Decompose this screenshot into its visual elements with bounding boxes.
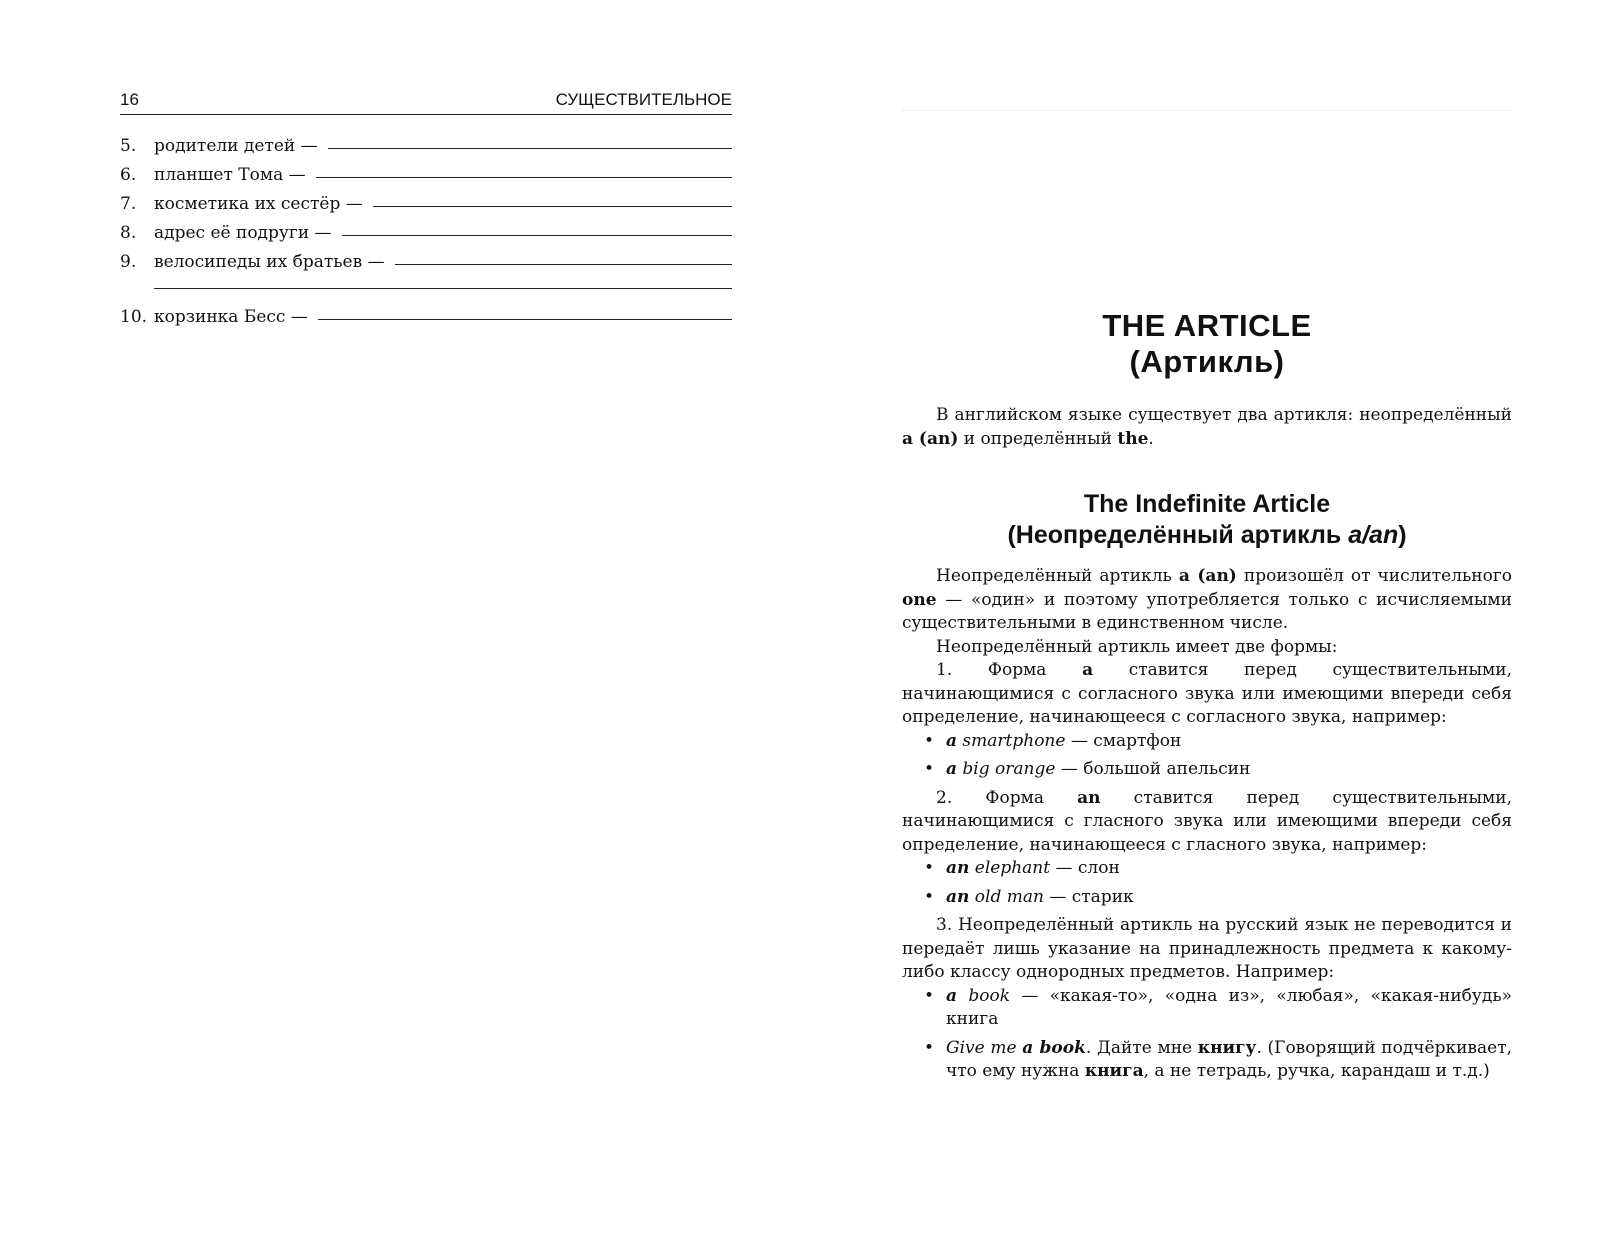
exercise-number: 6.	[120, 165, 137, 185]
example-item: • an old man — старик	[924, 886, 1134, 907]
section-title: The Indefinite Article	[1083, 490, 1331, 518]
exercise-text: планшет Тома —	[154, 165, 306, 185]
paragraph-forms: Неопределённый артикль имеет две формы:	[936, 636, 1338, 657]
exercise-text: велосипеды их братьев —	[154, 252, 385, 272]
running-head	[120, 84, 732, 115]
paragraph-form-a: 1. Форма a ставится перед существительными, начинающимися с согласного звука или имеющими впереди себя определение, начинающееся с согласного звука, например:	[902, 660, 1512, 727]
intro-paragraph: В английском языке существует два артикля: неопределённый a (an) и определённый the.	[902, 405, 1512, 449]
answer-blank-line[interactable]	[395, 264, 732, 265]
exercise-text: корзинка Бесс —	[154, 307, 308, 327]
answer-blank-line[interactable]	[373, 206, 732, 207]
right-page	[902, 110, 1512, 1089]
chapter-title: THE ARTICLE	[1102, 308, 1312, 343]
answer-blank-line[interactable]	[328, 148, 732, 149]
example-item: • Give me a book. Дайте мне книгу. (Говорящий подчёркивает, что ему нужна книга, а не тетрадь, ручка, карандаш и т.д.)	[924, 1037, 1513, 1081]
exercise-item	[120, 127, 732, 156]
section-title-ru: (Неопределённый артикль a/an)	[1007, 521, 1407, 549]
exercise-number: 9.	[120, 252, 137, 272]
paragraph-translation: 3. Неопределённый артикль на русский язык не переводится и передаёт лишь указание на принадлежность предмета к какому-либо классу однородных предметов. Например:	[902, 915, 1512, 982]
exercise-list	[120, 127, 732, 327]
exercise-item	[120, 243, 732, 272]
answer-blank-line-continuation[interactable]	[154, 288, 732, 289]
exercise-number: 8.	[120, 223, 137, 243]
exercise-item	[120, 296, 732, 327]
answer-blank-line[interactable]	[316, 177, 732, 178]
exercise-number: 5.	[120, 136, 137, 156]
exercise-text: родители детей —	[154, 136, 318, 156]
left-page	[120, 84, 732, 327]
exercise-item	[120, 156, 732, 185]
example-item: • an elephant — слон	[924, 858, 1120, 878]
exercise-item	[120, 185, 732, 214]
answer-blank-line[interactable]	[342, 235, 732, 236]
example-item: • a book — «какая-то», «одна из», «любая», «какая-нибудь» книга	[924, 985, 1513, 1029]
exercise-item	[120, 214, 732, 243]
running-head-title: СУЩЕСТВИТЕЛЬНОЕ	[555, 90, 732, 109]
exercise-text: косметика их сестёр —	[154, 194, 363, 214]
exercise-number: 7.	[120, 194, 137, 214]
example-item: • a smartphone — смартфон	[924, 730, 1182, 751]
exercise-number: 10.	[120, 307, 148, 327]
page-number: 16	[120, 90, 139, 109]
example-item: • a big orange — большой апельсин	[924, 759, 1251, 779]
paragraph-form-an: 2. Форма an ставится перед существительными, начинающимися с гласного звука или имеющими впереди себя определение, начинающееся с гласного звука, например:	[902, 787, 1512, 855]
exercise-text: адрес её подруги —	[154, 223, 332, 243]
paragraph-origin: Неопределённый артикль a (an) произошёл от числительного one — «один» и поэтому употребляется только с исчисляемыми существительными в единственном числе.	[902, 566, 1512, 633]
answer-blank-line[interactable]	[318, 319, 732, 320]
chapter-title-ru: (Артикль)	[1129, 344, 1285, 379]
exercise-continuation	[120, 272, 732, 296]
